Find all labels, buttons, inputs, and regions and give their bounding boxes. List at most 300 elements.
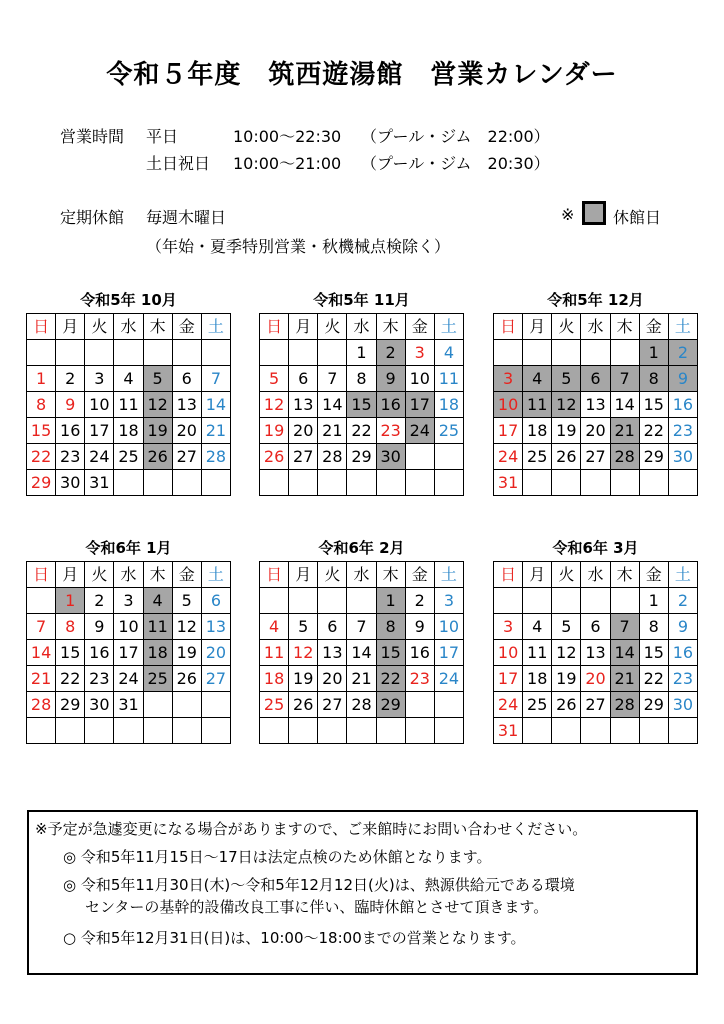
holiday-time: 10:00～21:00 <box>233 154 342 173</box>
weekday-header: 木 <box>143 562 172 588</box>
day-cell: 10 <box>494 392 523 418</box>
empty-cell <box>610 718 639 744</box>
weekday-header: 木 <box>143 314 172 340</box>
empty-cell <box>668 718 697 744</box>
day-cell: 19 <box>143 418 172 444</box>
closed-note: （年始・夏季特別営業・秋機械点検除く） <box>146 237 451 256</box>
empty-cell <box>434 692 463 718</box>
legend-label: 休館日 <box>613 208 662 227</box>
weekday-header: 金 <box>405 562 434 588</box>
day-cell: 1 <box>27 366 56 392</box>
day-cell: 16 <box>376 392 405 418</box>
day-cell: 16 <box>85 640 114 666</box>
day-cell: 7 <box>318 366 347 392</box>
weekday-header: 火 <box>318 562 347 588</box>
holiday-note: （プール・ジム 20:30） <box>361 154 550 173</box>
day-cell: 27 <box>201 666 230 692</box>
day-cell: 16 <box>668 640 697 666</box>
empty-cell <box>639 718 668 744</box>
weekday-header: 金 <box>172 314 201 340</box>
empty-cell <box>114 718 143 744</box>
weekday-header: 金 <box>405 314 434 340</box>
day-cell: 25 <box>434 418 463 444</box>
day-cell: 15 <box>56 640 85 666</box>
day-cell: 14 <box>201 392 230 418</box>
month-title: 令和5年 11月 <box>313 291 410 309</box>
day-cell: 11 <box>523 392 552 418</box>
empty-cell <box>318 718 347 744</box>
day-cell: 15 <box>27 418 56 444</box>
empty-cell <box>610 588 639 614</box>
weekday-header: 金 <box>639 562 668 588</box>
day-cell: 5 <box>260 366 289 392</box>
day-cell: 13 <box>581 640 610 666</box>
day-cell: 16 <box>668 392 697 418</box>
day-cell: 1 <box>347 340 376 366</box>
day-cell: 22 <box>347 418 376 444</box>
weekday-header: 日 <box>260 562 289 588</box>
day-cell: 15 <box>639 640 668 666</box>
weekday-header: 月 <box>289 314 318 340</box>
day-cell: 3 <box>85 366 114 392</box>
closed-value: 毎週木曜日 <box>146 208 227 227</box>
day-cell: 27 <box>581 444 610 470</box>
empty-cell <box>172 692 201 718</box>
day-cell: 26 <box>143 444 172 470</box>
weekday-header: 日 <box>494 314 523 340</box>
month-title: 令和5年 10月 <box>80 291 177 309</box>
day-cell: 7 <box>610 614 639 640</box>
day-cell: 31 <box>494 718 523 744</box>
empty-cell <box>114 470 143 496</box>
day-cell: 27 <box>289 444 318 470</box>
day-cell: 18 <box>523 666 552 692</box>
empty-cell <box>552 470 581 496</box>
day-cell: 4 <box>143 588 172 614</box>
day-cell: 21 <box>610 666 639 692</box>
day-cell: 29 <box>347 444 376 470</box>
day-cell: 30 <box>668 692 697 718</box>
day-cell: 18 <box>114 418 143 444</box>
empty-cell <box>27 718 56 744</box>
weekday-header: 火 <box>552 314 581 340</box>
day-cell: 28 <box>201 444 230 470</box>
day-cell: 12 <box>172 614 201 640</box>
day-cell: 20 <box>201 640 230 666</box>
day-cell: 18 <box>260 666 289 692</box>
day-cell: 2 <box>668 340 697 366</box>
day-cell: 28 <box>610 444 639 470</box>
day-cell: 13 <box>289 392 318 418</box>
day-cell: 22 <box>27 444 56 470</box>
legend-mark: ※ <box>561 205 575 224</box>
day-cell: 3 <box>494 366 523 392</box>
weekday-header: 木 <box>610 562 639 588</box>
empty-cell <box>289 340 318 366</box>
month-grid <box>26 313 231 496</box>
weekday-header: 木 <box>376 562 405 588</box>
day-cell: 1 <box>376 588 405 614</box>
day-cell: 9 <box>376 366 405 392</box>
month-grid <box>493 313 698 496</box>
page-title: 令和５年度 筑西遊湯館 営業カレンダー <box>106 60 618 90</box>
day-cell: 26 <box>289 692 318 718</box>
day-cell: 18 <box>523 418 552 444</box>
day-cell: 28 <box>610 692 639 718</box>
day-cell: 29 <box>639 444 668 470</box>
weekday-header: 土 <box>668 562 697 588</box>
weekday-header: 土 <box>201 562 230 588</box>
month-grid <box>259 561 464 744</box>
empty-cell <box>85 340 114 366</box>
day-cell: 12 <box>260 392 289 418</box>
weekday-time: 10:00～22:30 <box>233 127 342 146</box>
day-cell: 3 <box>114 588 143 614</box>
day-cell: 11 <box>114 392 143 418</box>
weekday-header: 日 <box>27 562 56 588</box>
day-cell: 10 <box>405 366 434 392</box>
empty-cell <box>27 340 56 366</box>
empty-cell <box>318 340 347 366</box>
weekday-header: 土 <box>668 314 697 340</box>
empty-cell <box>172 718 201 744</box>
empty-cell <box>289 718 318 744</box>
day-cell: 25 <box>114 444 143 470</box>
weekday-header: 日 <box>494 562 523 588</box>
empty-cell <box>114 340 143 366</box>
day-cell: 28 <box>347 692 376 718</box>
day-cell: 5 <box>172 588 201 614</box>
empty-cell <box>260 340 289 366</box>
weekday-note: （プール・ジム 22:00） <box>361 127 550 146</box>
day-cell: 1 <box>56 588 85 614</box>
day-cell: 4 <box>523 366 552 392</box>
day-cell: 11 <box>523 640 552 666</box>
notice-box <box>27 810 698 975</box>
legend-closed-swatch <box>582 201 606 225</box>
day-cell: 9 <box>85 614 114 640</box>
day-cell: 29 <box>56 692 85 718</box>
day-cell: 25 <box>523 692 552 718</box>
empty-cell <box>610 470 639 496</box>
day-cell: 24 <box>494 692 523 718</box>
day-cell: 16 <box>56 418 85 444</box>
day-cell: 22 <box>56 666 85 692</box>
day-cell: 23 <box>85 666 114 692</box>
empty-cell <box>260 470 289 496</box>
empty-cell <box>376 470 405 496</box>
day-cell: 20 <box>172 418 201 444</box>
day-cell: 12 <box>552 640 581 666</box>
day-cell: 8 <box>56 614 85 640</box>
day-cell: 17 <box>434 640 463 666</box>
empty-cell <box>523 340 552 366</box>
empty-cell <box>405 692 434 718</box>
empty-cell <box>523 470 552 496</box>
day-cell: 19 <box>289 666 318 692</box>
day-cell: 5 <box>289 614 318 640</box>
weekday-header: 火 <box>85 314 114 340</box>
day-cell: 2 <box>376 340 405 366</box>
weekday-header: 土 <box>201 314 230 340</box>
day-cell: 14 <box>610 640 639 666</box>
day-cell: 29 <box>639 692 668 718</box>
day-cell: 13 <box>581 392 610 418</box>
day-cell: 17 <box>114 640 143 666</box>
day-cell: 6 <box>172 366 201 392</box>
month-calendar <box>26 287 231 496</box>
empty-cell <box>552 588 581 614</box>
month-title: 令和5年 12月 <box>547 291 644 309</box>
month-grid <box>26 561 231 744</box>
empty-cell <box>552 340 581 366</box>
empty-cell <box>405 470 434 496</box>
empty-cell <box>552 718 581 744</box>
day-cell: 1 <box>639 340 668 366</box>
closed-label: 定期休館 <box>60 208 125 227</box>
day-cell: 31 <box>85 470 114 496</box>
day-cell: 7 <box>27 614 56 640</box>
day-cell: 18 <box>434 392 463 418</box>
empty-cell <box>201 470 230 496</box>
empty-cell <box>318 588 347 614</box>
day-cell: 17 <box>85 418 114 444</box>
empty-cell <box>260 588 289 614</box>
day-cell: 5 <box>552 614 581 640</box>
weekday-header: 水 <box>114 314 143 340</box>
day-cell: 8 <box>639 366 668 392</box>
day-cell: 25 <box>260 692 289 718</box>
empty-cell <box>143 692 172 718</box>
day-cell: 19 <box>260 418 289 444</box>
day-cell: 13 <box>172 392 201 418</box>
day-cell: 14 <box>27 640 56 666</box>
empty-cell <box>610 340 639 366</box>
day-cell: 20 <box>289 418 318 444</box>
day-cell: 3 <box>405 340 434 366</box>
weekday-header: 火 <box>85 562 114 588</box>
weekday-header: 月 <box>523 314 552 340</box>
day-cell: 24 <box>405 418 434 444</box>
day-cell: 25 <box>523 444 552 470</box>
empty-cell <box>143 340 172 366</box>
empty-cell <box>143 718 172 744</box>
empty-cell <box>56 718 85 744</box>
day-cell: 19 <box>552 418 581 444</box>
empty-cell <box>581 340 610 366</box>
day-cell: 5 <box>552 366 581 392</box>
day-cell: 22 <box>639 418 668 444</box>
empty-cell <box>347 588 376 614</box>
day-cell: 20 <box>581 666 610 692</box>
day-cell: 15 <box>639 392 668 418</box>
day-cell: 25 <box>143 666 172 692</box>
weekday-header: 日 <box>27 314 56 340</box>
empty-cell <box>434 444 463 470</box>
month-calendar <box>493 287 698 496</box>
day-cell: 6 <box>289 366 318 392</box>
holiday-label: 土日祝日 <box>146 154 211 173</box>
empty-cell <box>289 588 318 614</box>
day-cell: 14 <box>610 392 639 418</box>
day-cell: 30 <box>376 444 405 470</box>
day-cell: 2 <box>85 588 114 614</box>
day-cell: 9 <box>405 614 434 640</box>
day-cell: 1 <box>639 588 668 614</box>
day-cell: 26 <box>552 444 581 470</box>
weekday-header: 水 <box>581 562 610 588</box>
day-cell: 8 <box>347 366 376 392</box>
day-cell: 30 <box>85 692 114 718</box>
empty-cell <box>581 718 610 744</box>
month-calendar <box>493 535 698 744</box>
weekday-header: 火 <box>318 314 347 340</box>
weekday-header: 水 <box>347 314 376 340</box>
day-cell: 19 <box>552 666 581 692</box>
day-cell: 9 <box>668 366 697 392</box>
day-cell: 10 <box>434 614 463 640</box>
day-cell: 8 <box>27 392 56 418</box>
empty-cell <box>85 718 114 744</box>
day-cell: 4 <box>260 614 289 640</box>
day-cell: 27 <box>581 692 610 718</box>
day-cell: 14 <box>318 392 347 418</box>
day-cell: 20 <box>318 666 347 692</box>
hours-label: 営業時間 <box>60 127 125 146</box>
empty-cell <box>318 470 347 496</box>
empty-cell <box>494 340 523 366</box>
notice-header: ※予定が急遽変更になる場合がありますので、ご来館時にお問い合わせください。 <box>35 820 588 838</box>
day-cell: 13 <box>318 640 347 666</box>
day-cell: 20 <box>581 418 610 444</box>
weekday-header: 火 <box>552 562 581 588</box>
day-cell: 27 <box>172 444 201 470</box>
month-title: 令和6年 2月 <box>318 539 405 557</box>
day-cell: 7 <box>347 614 376 640</box>
empty-cell <box>289 470 318 496</box>
empty-cell <box>668 470 697 496</box>
day-cell: 10 <box>114 614 143 640</box>
day-cell: 24 <box>494 444 523 470</box>
month-calendar <box>26 535 231 744</box>
day-cell: 4 <box>114 366 143 392</box>
weekday-header: 日 <box>260 314 289 340</box>
weekday-header: 金 <box>172 562 201 588</box>
day-cell: 7 <box>610 366 639 392</box>
day-cell: 15 <box>376 640 405 666</box>
day-cell: 17 <box>494 418 523 444</box>
day-cell: 10 <box>85 392 114 418</box>
day-cell: 27 <box>318 692 347 718</box>
day-cell: 15 <box>347 392 376 418</box>
day-cell: 7 <box>201 366 230 392</box>
empty-cell <box>172 470 201 496</box>
day-cell: 18 <box>143 640 172 666</box>
empty-cell <box>376 718 405 744</box>
day-cell: 11 <box>143 614 172 640</box>
month-title: 令和6年 3月 <box>552 539 639 557</box>
empty-cell <box>56 340 85 366</box>
day-cell: 22 <box>639 666 668 692</box>
notice-item-2-line1: ◎ 令和5年11月30日(木)～令和5年12月12日(火)は、熱源供給元である環境 <box>63 876 575 894</box>
weekday-header: 月 <box>523 562 552 588</box>
day-cell: 3 <box>494 614 523 640</box>
day-cell: 21 <box>347 666 376 692</box>
empty-cell <box>434 718 463 744</box>
day-cell: 23 <box>668 666 697 692</box>
empty-cell <box>581 470 610 496</box>
weekday-header: 金 <box>639 314 668 340</box>
day-cell: 4 <box>434 340 463 366</box>
day-cell: 24 <box>114 666 143 692</box>
empty-cell <box>260 718 289 744</box>
day-cell: 2 <box>56 366 85 392</box>
day-cell: 4 <box>523 614 552 640</box>
empty-cell <box>581 588 610 614</box>
weekday-label: 平日 <box>146 127 179 146</box>
day-cell: 8 <box>376 614 405 640</box>
day-cell: 9 <box>668 614 697 640</box>
day-cell: 12 <box>289 640 318 666</box>
notice-item-2-line2: センターの基幹的設備改良工事に伴い、臨時休館とさせて頂きます。 <box>85 898 549 916</box>
empty-cell <box>494 588 523 614</box>
month-title: 令和6年 1月 <box>85 539 172 557</box>
day-cell: 10 <box>494 640 523 666</box>
day-cell: 14 <box>347 640 376 666</box>
month-calendar <box>259 535 464 744</box>
empty-cell <box>201 718 230 744</box>
day-cell: 3 <box>434 588 463 614</box>
day-cell: 9 <box>56 392 85 418</box>
day-cell: 24 <box>85 444 114 470</box>
day-cell: 30 <box>56 470 85 496</box>
day-cell: 23 <box>405 666 434 692</box>
empty-cell <box>201 692 230 718</box>
weekday-header: 土 <box>434 314 463 340</box>
day-cell: 31 <box>114 692 143 718</box>
day-cell: 23 <box>56 444 85 470</box>
empty-cell <box>434 470 463 496</box>
day-cell: 16 <box>405 640 434 666</box>
day-cell: 23 <box>668 418 697 444</box>
day-cell: 21 <box>610 418 639 444</box>
month-grid <box>259 313 464 496</box>
empty-cell <box>27 588 56 614</box>
notice-item-3: ○ 令和5年12月31日(日)は、10:00～18:00までの営業となります。 <box>63 929 526 947</box>
empty-cell <box>523 588 552 614</box>
day-cell: 12 <box>552 392 581 418</box>
empty-cell <box>639 470 668 496</box>
day-cell: 6 <box>581 614 610 640</box>
empty-cell <box>201 340 230 366</box>
day-cell: 17 <box>494 666 523 692</box>
day-cell: 2 <box>405 588 434 614</box>
day-cell: 8 <box>639 614 668 640</box>
weekday-header: 水 <box>347 562 376 588</box>
day-cell: 11 <box>260 640 289 666</box>
day-cell: 2 <box>668 588 697 614</box>
empty-cell <box>143 470 172 496</box>
weekday-header: 木 <box>610 314 639 340</box>
day-cell: 21 <box>318 418 347 444</box>
day-cell: 6 <box>318 614 347 640</box>
day-cell: 30 <box>668 444 697 470</box>
empty-cell <box>405 444 434 470</box>
weekday-header: 木 <box>376 314 405 340</box>
day-cell: 23 <box>376 418 405 444</box>
empty-cell <box>347 718 376 744</box>
weekday-header: 月 <box>289 562 318 588</box>
